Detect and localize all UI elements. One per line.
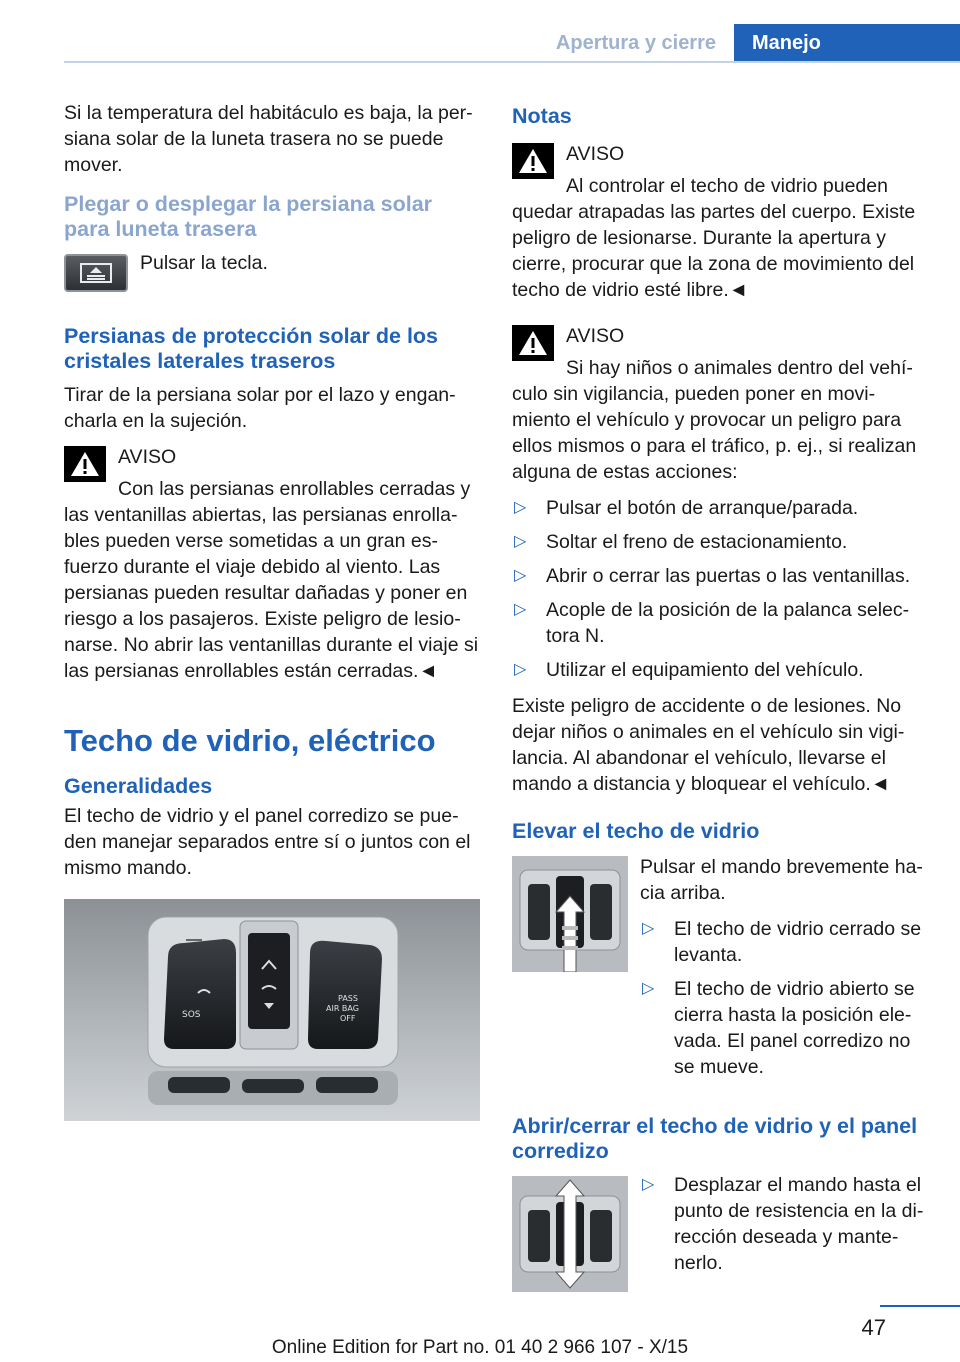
heading-side-sunblinds: Persianas de protección solar de los cristales laterales traseros [64, 324, 439, 373]
warning-text-roof: Al controlar el techo de vidrio pueden quedar atrapadas las partes del cuerpo. Existe peligro de lesionarse. Durante la apertura y cierre, procurar que la zona de movimiento del techo de vidrio esté libre.◄ [512, 175, 916, 301]
warning-icon [512, 325, 554, 361]
bullet-triangle-icon: ▷ [514, 601, 527, 618]
heading-rear-sunblind: Plegar o desplegar la persiana solar para luneta trasera [64, 192, 433, 241]
warning-icon [512, 143, 554, 179]
list-item: ▷ Utilizar el equipamiento del vehículo. [514, 659, 864, 681]
warning-text-children: Si hay niños o animales dentro del vehículo sin vigilancia, pueden poner en movimiento el vehículo y provocar un peligro para ellos mismos o para el tráfico, p. ej., si realizan alguna de estas acciones: [512, 357, 917, 483]
raise-roof-instruction: Pulsar el mando brevemente hacia arriba. [640, 856, 923, 904]
left-column [64, 100, 480, 1121]
roof-control-up-photo [512, 856, 628, 972]
list-item: ▷ El techo de vidrio abierto se cierra hasta la posición elevada. El panel corredizo no se mueve. [642, 978, 915, 1078]
roof-control-updown-photo [512, 1176, 628, 1292]
header-tabs [538, 24, 960, 62]
general-text: El techo de vidrio y el panel corredizo se pueden manejar separados entre sí o juntos con el mismo mando. [64, 805, 471, 879]
raise-roof-text [640, 852, 926, 1090]
warning-text: Con las persianas enrollables cerradas y las ventanillas abiertas, las persianas enrollables pueden verse sometidas a un gran esfuerzo durante el viaje debido al viento. Las persianas pueden resultar dañadas y poner en riesgo a los pasajeros. Existe peligro de lesionarse. No abrir las ventanillas durante el viaje si las persianas enrollables están cerradas.◄ [64, 478, 479, 682]
list-item: ▷ El techo de vidrio cerrado se levanta. [642, 918, 922, 966]
list-item: ▷ Abrir o cerrar las puertas o las ventanillas. [514, 565, 911, 587]
raise-roof-list [640, 916, 926, 1080]
list-item: ▷ Soltar el freno de estacionamiento. [514, 531, 848, 553]
list-item: ▷ Pulsar el botón de arranque/parada. [514, 497, 859, 519]
off-label: OFF [340, 1014, 356, 1023]
header-rule [64, 61, 960, 63]
sos-label: SOS [182, 1010, 201, 1020]
heading-general: Generalidades [64, 774, 213, 798]
bullet-triangle-icon: ▷ [514, 661, 527, 678]
list-item: ▷ Desplazar el mando hasta el punto de resistencia en la dirección deseada y mantenerlo. [642, 1174, 924, 1274]
right-column [512, 100, 926, 1298]
warning-icon [64, 446, 106, 482]
warning-label: AVISO [566, 143, 625, 165]
press-button-text: Pulsar la tecla. [140, 252, 268, 274]
heading-notes: Notas [512, 104, 572, 128]
bullet-triangle-icon: ▷ [642, 920, 655, 937]
bullet-triangle-icon: ▷ [514, 499, 527, 516]
airbag-label: AIR BAG [326, 1004, 359, 1013]
heading-raise-roof: Elevar el techo de vidrio [512, 819, 760, 843]
chapter-tab: Manejo [734, 24, 960, 62]
open-close-roof-list [640, 1172, 926, 1276]
pull-sunblind-text: Tirar de la persiana solar por el lazo y engancharla en la sujeción. [64, 384, 456, 432]
sunblind-button-icon [64, 254, 128, 292]
warning-label: AVISO [118, 446, 177, 468]
heading-glass-roof: Techo de vidrio, eléctrico [64, 723, 436, 758]
section-tab: Apertura y cierre [555, 32, 716, 54]
actions-list [512, 495, 926, 683]
accident-warning-text: Existe peligro de accidente o de lesiones. No dejar niños o animales en el vehículo sin vigilancia. Al abandonar el vehículo, llevarse el mando a distancia y bloquear el vehículo.◄ [512, 695, 905, 795]
bullet-triangle-icon: ▷ [514, 533, 527, 550]
open-close-roof-text [640, 1172, 926, 1286]
roof-console-photo [64, 899, 480, 1121]
warning-label: AVISO [566, 325, 625, 347]
footer-rule [880, 1305, 960, 1307]
page-number: 47 [861, 1315, 886, 1340]
bullet-triangle-icon: ▷ [642, 980, 655, 997]
heading-open-close-roof: Abrir/cerrar el techo de vidrio y el panel corredizo [512, 1114, 918, 1163]
temperature-note: Si la temperatura del habitáculo es baja, la persiana solar de la luneta trasera no se puede mover. [64, 102, 473, 176]
bullet-triangle-icon: ▷ [514, 567, 527, 584]
bullet-triangle-icon: ▷ [642, 1176, 655, 1193]
pass-label: PASS [338, 994, 358, 1003]
footer-edition: Online Edition for Part no. 01 40 2 966 107 - X/15 [271, 1337, 689, 1358]
list-item: ▷ Acople de la posición de la palanca selectora N. [514, 599, 910, 647]
